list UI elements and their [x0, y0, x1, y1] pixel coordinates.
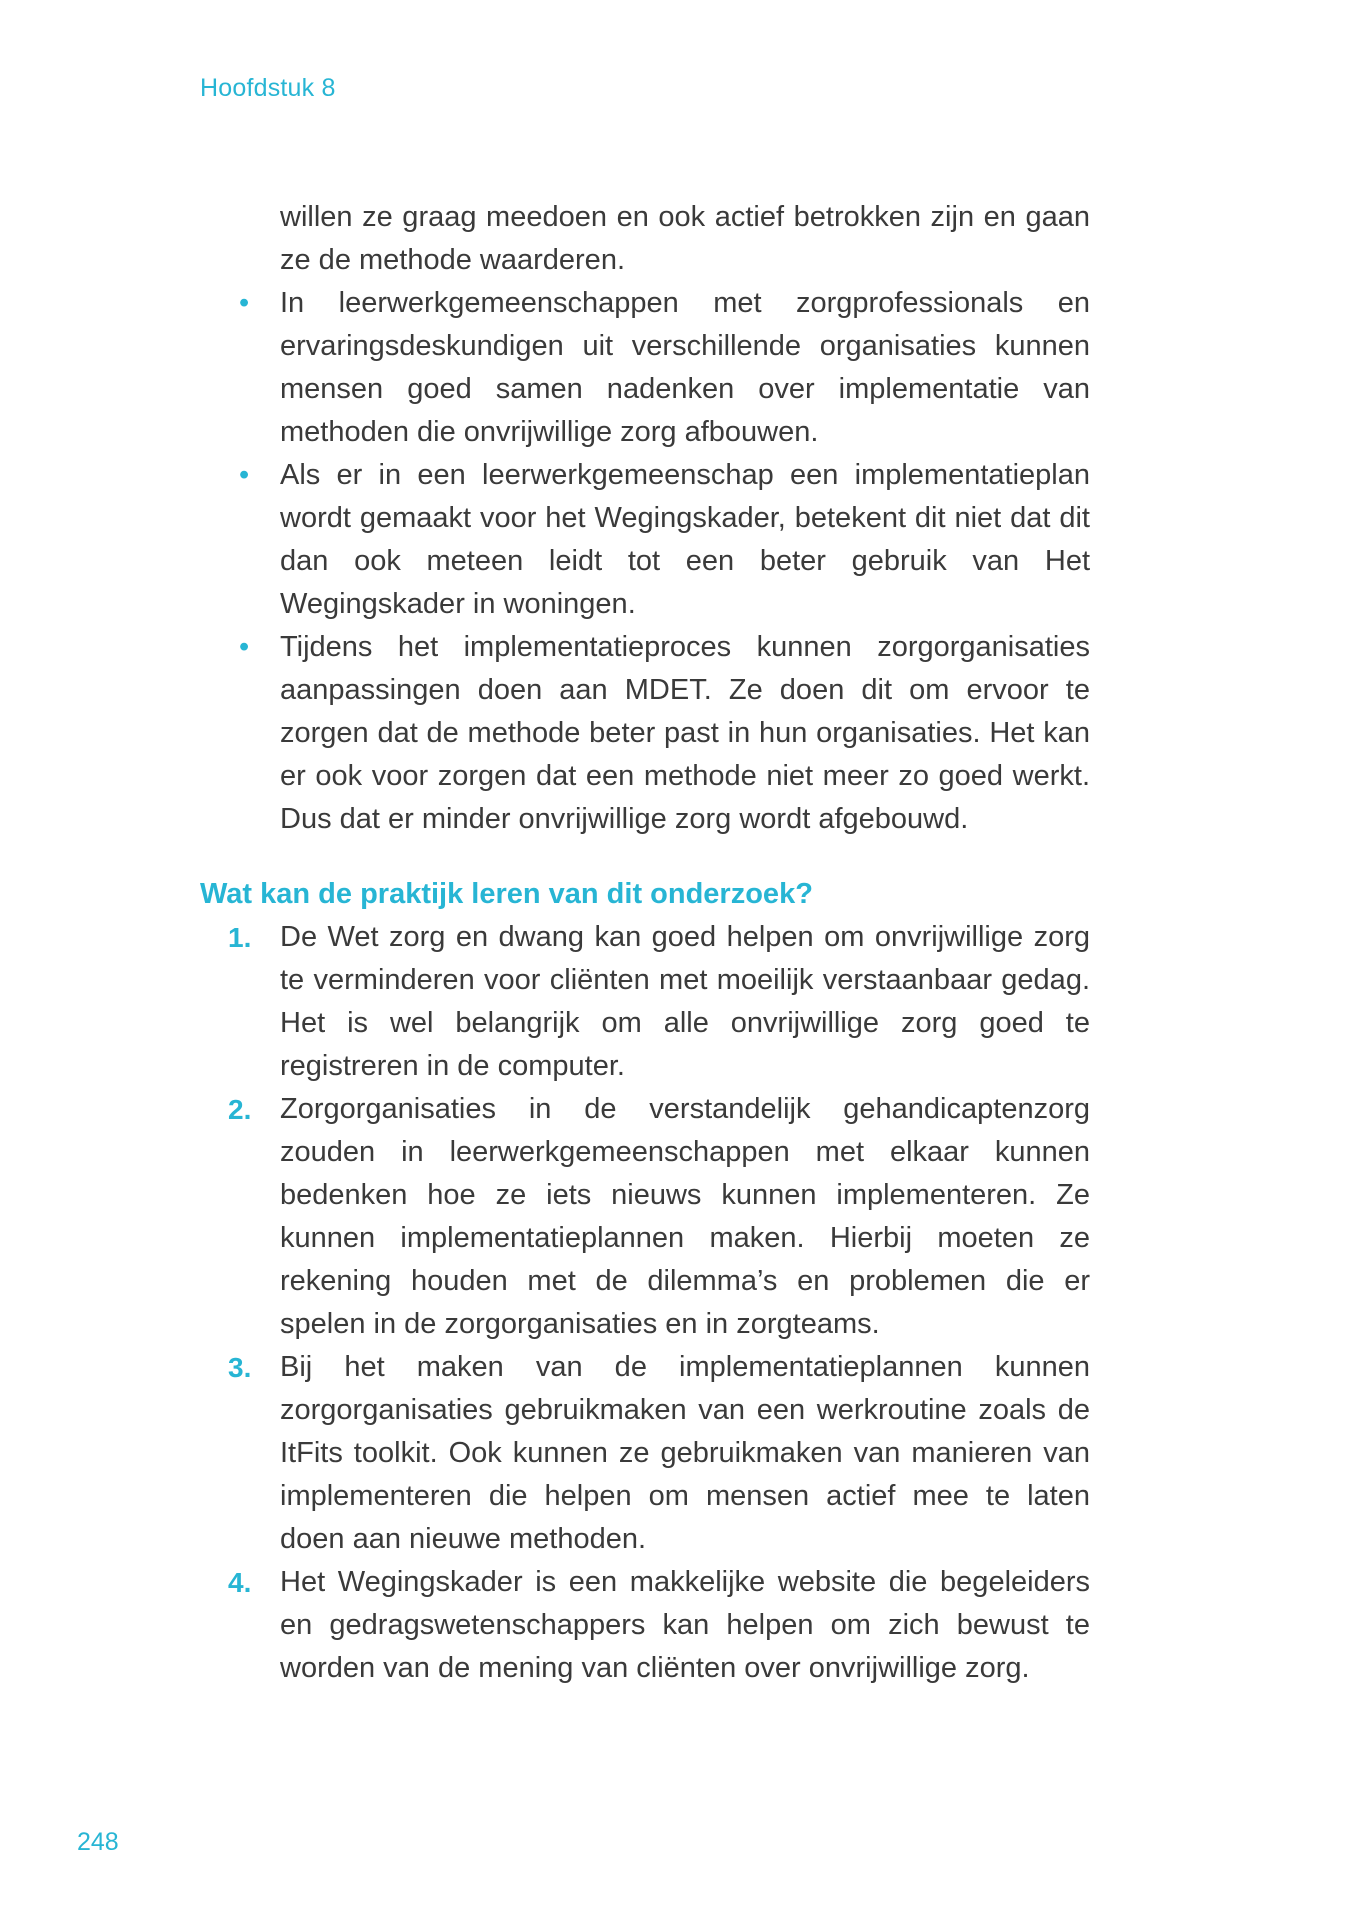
- item-number: 3.: [228, 1352, 252, 1383]
- bullet-marker: •: [239, 287, 250, 319]
- numbered-list: [200, 916, 1090, 1690]
- item-number: 4.: [228, 1567, 252, 1598]
- section-heading: Wat kan de praktijk leren van dit onderzoek?: [200, 878, 813, 910]
- bullet-list: [200, 282, 1090, 841]
- numbered-item: [200, 916, 1090, 1088]
- item-text: De Wet zorg en dwang kan goed helpen om onvrijwillige zorg te verminderen voor cliënten met moeilijk verstaanbaar gedag. Het is wel belangrijk om alle onvrijwillige zorg goed te registreren in de computer.: [280, 921, 1090, 1082]
- item-text: Zorgorganisaties in de verstandelijk gehandicaptenzorg zouden in leerwerkgemeenschappen met elkaar kunnen bedenken hoe ze iets nieuws kunnen implementeren. Ze kunnen implementatieplannen maken. Hierbij moeten ze rekening houden met de dilemma’s en problemen die er spelen in de zorgorganisaties en in zorgteams.: [280, 1093, 1090, 1340]
- item-number: 1.: [228, 922, 252, 953]
- numbered-item: [200, 1088, 1090, 1346]
- bullet-marker: •: [239, 459, 250, 491]
- intro-continuation-paragraph: willen ze graag meedoen en ook actief betrokken zijn en gaan ze de methode waarderen.: [280, 201, 1090, 276]
- numbered-item: [200, 1346, 1090, 1561]
- bullet-item: [200, 454, 1090, 626]
- item-text: Het Wegingskader is een makkelijke website die begeleiders en gedragswetenschappers kan helpen om zich bewust te worden van de mening van cliënten over onvrijwillige zorg.: [280, 1566, 1090, 1684]
- item-text: Bij het maken van de implementatieplannen kunnen zorgorganisaties gebruikmaken van een werkroutine zoals de ItFits toolkit. Ook kunnen ze gebruikmaken van manieren van implementeren die helpen om mensen actief mee te laten doen aan nieuwe methoden.: [280, 1351, 1090, 1555]
- bullet-marker: •: [239, 631, 250, 663]
- bullet-text: Tijdens het implementatieproces kunnen zorgorganisaties aanpassingen doen aan MDET. Ze doen dit om ervoor te zorgen dat de methode beter past in hun organisaties. Het kan er ook voor zorgen dat een methode niet meer zo goed werkt. Dus dat er minder onvrijwillige zorg wordt afgebouwd.: [280, 631, 1090, 835]
- bullet-text: Als er in een leerwerkgemeenschap een implementatieplan wordt gemaakt voor het Wegingskader, betekent dit niet dat dit dan ook meteen leidt tot een beter gebruik van Het Wegingskader in woningen.: [280, 459, 1090, 620]
- bullet-item: [200, 282, 1090, 454]
- item-number: 2.: [228, 1094, 252, 1125]
- running-header-chapter: Hoofdstuk 8: [200, 74, 336, 102]
- page-body: [200, 196, 1090, 1690]
- bullet-text: In leerwerkgemeenschappen met zorgprofessionals en ervaringsdeskundigen uit verschillende organisaties kunnen mensen goed samen nadenken over implementatie van methoden die onvrijwillige zorg afbouwen.: [280, 287, 1090, 448]
- page-number: 248: [77, 1828, 119, 1856]
- bullet-item: [200, 626, 1090, 841]
- numbered-item: [200, 1561, 1090, 1690]
